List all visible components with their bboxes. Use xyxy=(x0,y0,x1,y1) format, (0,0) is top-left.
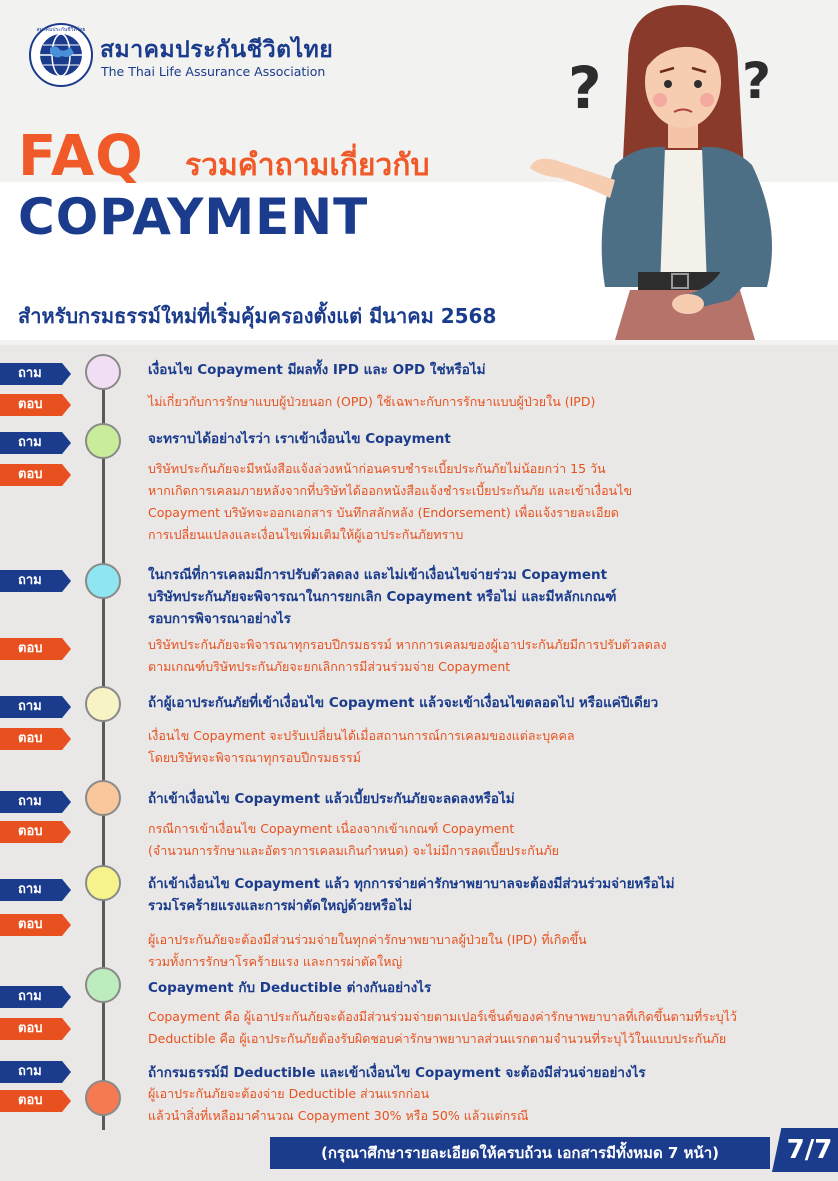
faq-question xyxy=(148,788,808,810)
answer-line: การเปลี่ยนแปลงและเงื่อนไขเพิ่มเติมให้ผู้เอาประกันภัยทราบ xyxy=(148,527,464,542)
page-number: 7/7 xyxy=(772,1128,838,1172)
svg-text:สมาคมประกันชีวิตไทย: สมาคมประกันชีวิตไทย xyxy=(36,27,86,33)
timeline-line xyxy=(102,360,105,1130)
main-title: COPAYMENT xyxy=(18,188,369,246)
answer-tag: ตอบ xyxy=(0,914,62,936)
question-line: ถ้าเข้าเงื่อนไข Copayment แล้ว ทุกการจ่ายค่ารักษาพยาบาลจะต้องมีส่วนร่วมจ่ายหรือไม่ xyxy=(148,876,675,892)
timeline-circle xyxy=(85,967,121,1003)
answer-line: หากเกิดการเคลมภายหลังจากที่บริษัทได้ออกหนังสือแจ้งชำระเบี้ยประกันภัย และเข้าเงื่อนไข xyxy=(148,483,632,498)
question-line: รวมโรคร้ายแรงและการผ่าตัดใหญ่ด้วยหรือไม่ xyxy=(148,898,413,914)
question-tag: ถาม xyxy=(0,570,62,592)
faq-answer xyxy=(148,725,818,769)
question-line: จะทราบได้อย่างไรว่า เราเข้าเงื่อนไข Copayment xyxy=(148,431,451,447)
faq-question xyxy=(148,873,808,917)
answer-line: แล้วนำสิ่งที่เหลือมาคำนวณ Copayment 30% หรือ 50% แล้วแต่กรณี xyxy=(148,1108,529,1123)
question-line: เงื่อนไข Copayment มีผลทั้ง IPD และ OPD ใช่หรือไม่ xyxy=(148,362,486,378)
timeline-circle xyxy=(85,686,121,722)
question-tag: ถาม xyxy=(0,879,62,901)
timeline-circle xyxy=(85,865,121,901)
association-logo xyxy=(28,22,94,88)
question-tag: ถาม xyxy=(0,432,62,454)
question-mark-icon: ? xyxy=(568,54,602,122)
faq-heading: FAQ xyxy=(18,124,144,189)
timeline-circle xyxy=(85,354,121,390)
answer-line: โดยบริษัทจะพิจารณาทุกรอบปีกรมธรรม์ xyxy=(148,750,361,765)
timeline-circle xyxy=(85,563,121,599)
org-name-thai: สมาคมประกันชีวิตไทย xyxy=(100,37,334,63)
answer-line: รวมทั้งการรักษาโรคร้ายแรง และการผ่าตัดใหญ่ xyxy=(148,954,403,969)
answer-tag: ตอบ xyxy=(0,464,62,486)
page-subtitle: สำหรับกรมธรรม์ใหม่ที่เริ่มคุ้มครองตั้งแต่ มีนาคม 2568 xyxy=(18,304,497,328)
org-name-english: The Thai Life Assurance Association xyxy=(101,64,326,79)
question-line: Copayment กับ Deductible ต่างกันอย่างไร xyxy=(148,980,432,996)
answer-tag: ตอบ xyxy=(0,1090,62,1112)
faq-answer xyxy=(148,391,818,413)
faq-subheading: รวมคำถามเกี่ยวกับ xyxy=(185,148,430,183)
faq-answer xyxy=(148,818,818,862)
answer-line: ไม่เกี่ยวกับการรักษาแบบผู้ป่วยนอก (OPD) ใช้เฉพาะกับการรักษาแบบผู้ป่วยใน (IPD) xyxy=(148,394,596,409)
faq-answer xyxy=(148,458,818,546)
answer-line: ผู้เอาประกันภัยจะต้องจ่าย Deductible ส่วนแรกก่อน xyxy=(148,1086,430,1101)
answer-line: Deductible คือ ผู้เอาประกันภัยต้องรับผิดชอบค่ารักษาพยาบาลส่วนแรกตามจำนวนที่ระบุไว้ในแบบประกันภัย xyxy=(148,1031,727,1046)
answer-tag: ตอบ xyxy=(0,394,62,416)
faq-question xyxy=(148,359,808,381)
question-tag: ถาม xyxy=(0,696,62,718)
answer-line: บริษัทประกันภัยจะพิจารณาทุกรอบปีกรมธรรม์ หากการเคลมของผู้เอาประกันภัยมีการปรับตัวลดลง xyxy=(148,637,667,652)
answer-line: ผู้เอาประกันภัยจะต้องมีส่วนร่วมจ่ายในทุกค่ารักษาพยาบาลผู้ป่วยใน (IPD) ที่เกิดขึ้น xyxy=(148,932,587,947)
confused-woman-illustration xyxy=(520,0,838,340)
answer-line: ตามเกณฑ์บริษัทประกันภัยจะยกเลิกการมีส่วนร่วมจ่าย Copayment xyxy=(148,659,511,674)
answer-tag: ตอบ xyxy=(0,1018,62,1040)
question-tag: ถาม xyxy=(0,986,62,1008)
answer-line: Copayment คือ ผู้เอาประกันภัยจะต้องมีส่วนร่วมจ่ายตามเปอร์เซ็นต์ของค่ารักษาพยาบาลที่เกิดขึ้นตามที่ระบุไว้ xyxy=(148,1009,737,1024)
answer-tag: ตอบ xyxy=(0,728,62,750)
faq-answer xyxy=(148,929,818,973)
timeline-circle xyxy=(85,423,121,459)
question-tag: ถาม xyxy=(0,363,62,385)
answer-line: Copayment บริษัทจะออกเอกสาร บันทึกสลักหลัง (Endorsement) เพื่อแจ้งรายละเอียด xyxy=(148,505,619,520)
faq-answer xyxy=(148,634,818,678)
answer-tag: ตอบ xyxy=(0,821,62,843)
timeline-circle xyxy=(85,780,121,816)
question-line: บริษัทประกันภัยจะพิจารณาในการยกเลิก Copayment หรือไม่ และมีหลักเกณฑ์ xyxy=(148,589,617,605)
answer-tag: ตอบ xyxy=(0,638,62,660)
question-mark-icon: ? xyxy=(742,52,772,110)
question-line: ในกรณีที่การเคลมมีการปรับตัวลดลง และไม่เข้าเงื่อนไขจ่ายร่วม Copayment xyxy=(148,567,608,583)
answer-line: บริษัทประกันภัยจะมีหนังสือแจ้งล่วงหน้าก่อนครบชำระเบี้ยประกันภัยไม่น้อยกว่า 15 วัน xyxy=(148,461,606,476)
faq-question xyxy=(148,564,808,630)
faq-answer xyxy=(148,1006,818,1050)
faq-question xyxy=(148,1062,808,1084)
question-line: ถ้าผู้เอาประกันภัยที่เข้าเงื่อนไข Copayment แล้วจะเข้าเงื่อนไขตลอดไป หรือแค่ปีเดียว xyxy=(148,695,659,711)
faq-question xyxy=(148,428,808,450)
answer-line: กรณีการเข้าเงื่อนไข Copayment เนื่องจากเข้าเกณฑ์ Copayment xyxy=(148,821,515,836)
question-tag: ถาม xyxy=(0,791,62,813)
answer-line: (จำนวนการรักษาและอัตราการเคลมเกินกำหนด) จะไม่มีการลดเบี้ยประกันภัย xyxy=(148,843,559,858)
question-line: ถ้ากรมธรรม์มี Deductible และเข้าเงื่อนไข Copayment จะต้องมีส่วนจ่ายอย่างไร xyxy=(148,1065,646,1081)
question-tag: ถาม xyxy=(0,1061,62,1083)
timeline-circle xyxy=(85,1080,121,1116)
question-line: ถ้าเข้าเงื่อนไข Copayment แล้วเบี้ยประกันภัยจะลดลงหรือไม่ xyxy=(148,791,515,807)
faq-question xyxy=(148,692,808,714)
footer-note: (กรุณาศึกษารายละเอียดให้ครบถ้วน เอกสารมีทั้งหมด 7 หน้า) xyxy=(270,1137,770,1169)
question-line: รอบการพิจารณาอย่างไร xyxy=(148,611,291,627)
faq-answer xyxy=(148,1083,818,1127)
faq-question xyxy=(148,977,808,999)
answer-line: เงื่อนไข Copayment จะปรับเปลี่ยนได้เมื่อสถานการณ์การเคลมของแต่ละบุคคล xyxy=(148,728,575,743)
